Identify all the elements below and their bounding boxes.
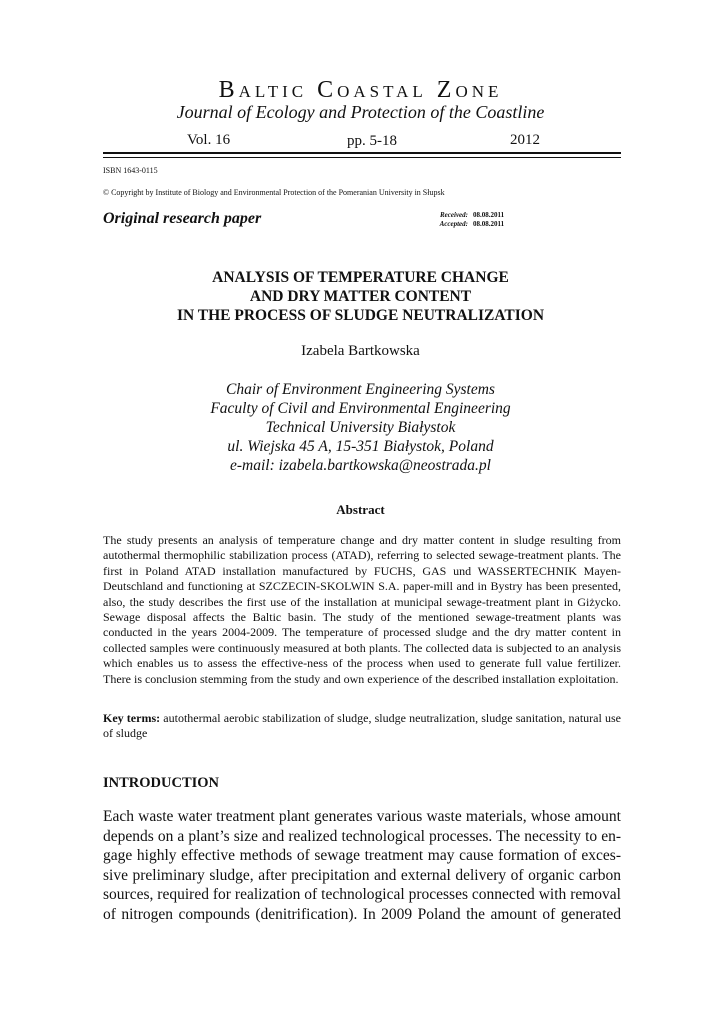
abstract-body <box>103 533 621 687</box>
accepted-row <box>420 220 504 229</box>
author-name: Izabela Bartkowska <box>301 343 420 359</box>
introduction-heading: INTRODUCTION <box>103 775 220 791</box>
affiliation-line: Chair of Environment Engineering Systems <box>226 381 495 398</box>
copyright-notice: © Copyright by Institute of Biology and Environmental Protection of the Pomeranian University in Słupsk <box>103 188 445 197</box>
affiliation-line: Technical University Białystok <box>265 419 456 436</box>
journal-title: Baltic Coastal Zone <box>218 77 503 103</box>
header-rule-thin <box>103 157 621 158</box>
accepted-label: Accepted: <box>439 220 468 228</box>
affiliation-line: Faculty of Civil and Environmental Engineering <box>210 400 511 417</box>
isbn: ISBN 1643-0115 <box>103 166 158 175</box>
year: 2012 <box>510 132 540 148</box>
email: e-mail: izabela.bartkowska@neostrada.pl <box>230 457 491 474</box>
received-row <box>420 211 504 220</box>
affiliation-line: ul. Wiejska 45 A, 15-351 Białystok, Poland <box>227 438 494 455</box>
journal-subtitle: Journal of Ecology and Protection of the Coastline <box>176 102 545 122</box>
paper-type: Original research paper <box>103 210 262 227</box>
title-line: IN THE PROCESS OF SLUDGE NEUTRALIZATION <box>176 307 545 324</box>
accepted-value: 08.08.2011 <box>473 220 505 228</box>
intro-line: depends on a plant’s size and realized technological processes. The necessity to en- <box>103 827 621 845</box>
intro-line: of nitrogen compounds (denitrification). In 2009 Poland the amount of generated <box>103 905 621 923</box>
abstract-text: The study presents an analysis of temperature change and dry matter content in sludge resulting from autothermal thermophilic stabilization process (ATAD), referring to selected sewage-treatment plants. The first in Poland ATAD installation manufactured by FUCHS, GAS und WASSERTECHNIK Mayen-Deutschland and functioning at SZCZECIN-SKOLWIN S.A. paper-mill and in Bystry has been presented, also, the study describes the first use of the installation at municipal sewage-treatment plant in Giżycko. Sewage disposal affects the Baltic basin. The study of the mentioned sewage-treatment plants was conducted in the years 2004-2009. The temperature of processed sludge and the dry matter content in collected samples were continuously measured at both plants. The collected data is subjected to an analysis which enables us to assess the effective-ness of the process when used to generate full value fertilizer. There is conclusion stemming from the study and own experience of the described installation exploitation. <box>103 533 621 686</box>
page-range: pp. 5-18 <box>347 133 397 149</box>
introduction-body <box>103 807 621 925</box>
intro-line: sive preliminary sludge, after precipitation and external delivery of organic carbon <box>103 866 621 884</box>
article-title <box>0 268 721 325</box>
received-label: Received: <box>440 211 468 219</box>
title-line: ANALYSIS OF TEMPERATURE CHANGE <box>212 269 509 286</box>
key-terms-text: autothermal aerobic stabilization of sludge, sludge neutralization, sludge sanitation, natural use of sludge <box>103 711 621 741</box>
header-rule-thick <box>103 152 621 154</box>
abstract-heading: Abstract <box>336 502 385 517</box>
intro-line: sources, required for realization of technological processes connected with removal <box>103 886 621 904</box>
intro-line: gage highly effective methods of sewage treatment may cause formation of exces- <box>103 847 621 865</box>
title-line: AND DRY MATTER CONTENT <box>249 288 472 305</box>
key-terms <box>103 711 621 742</box>
received-value: 08.08.2011 <box>473 211 505 219</box>
volume: Vol. 16 <box>187 132 231 148</box>
affiliation <box>0 380 721 475</box>
dates-block <box>420 211 504 229</box>
intro-line: Each waste water treatment plant generates various waste materials, whose amount <box>103 808 621 825</box>
key-terms-label: Key terms: <box>103 711 161 725</box>
